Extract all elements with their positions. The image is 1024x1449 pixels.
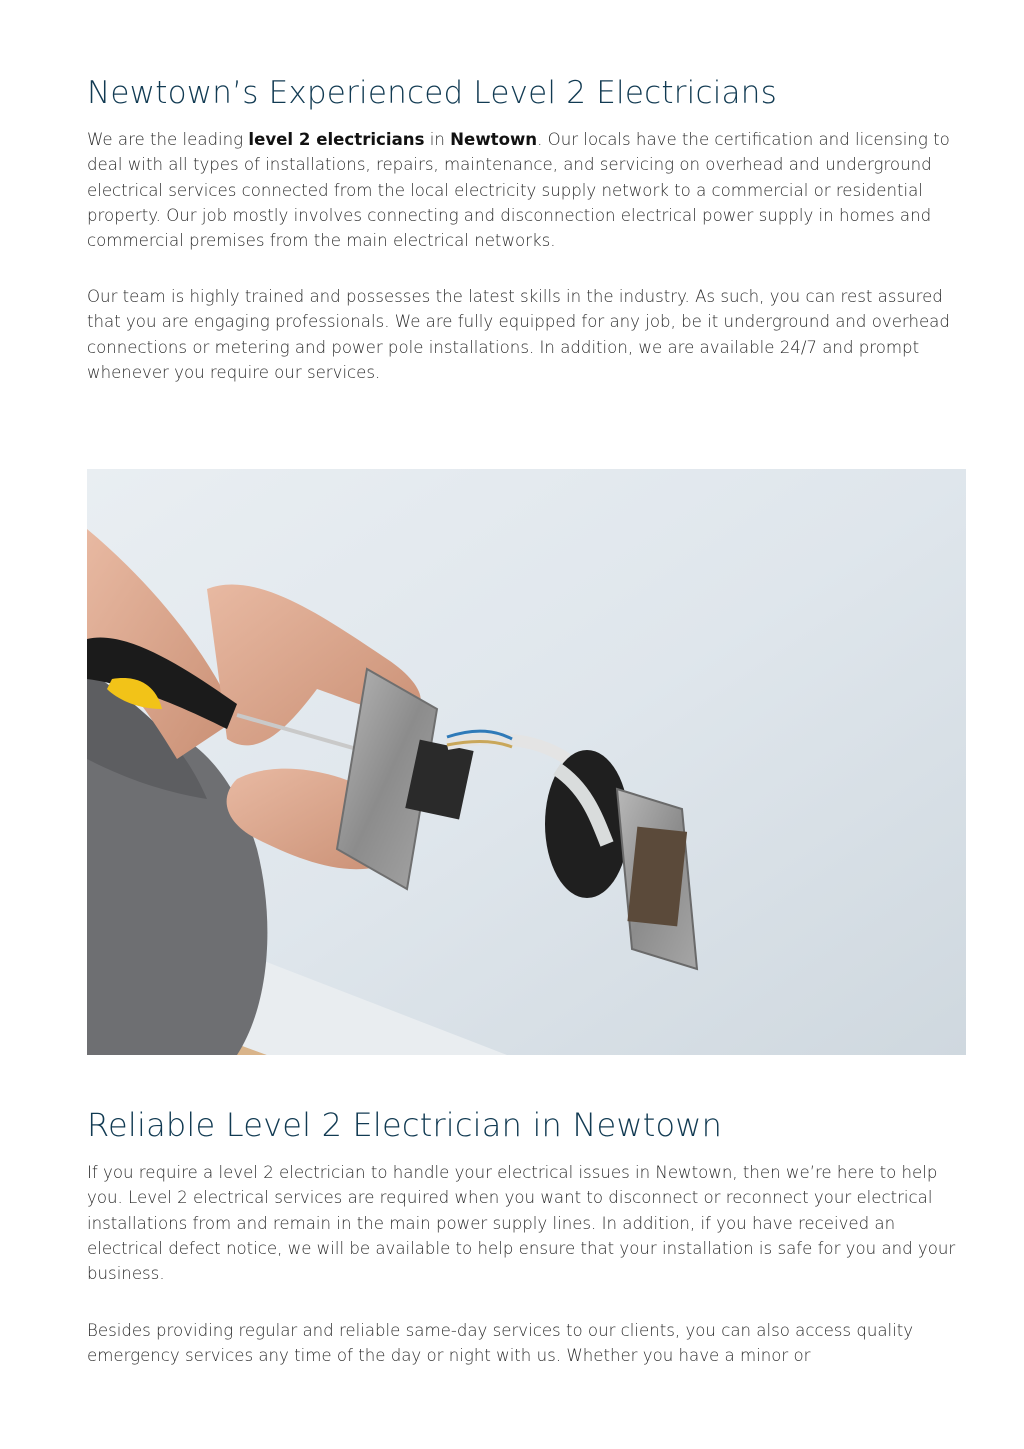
electrician-photo bbox=[87, 469, 966, 1055]
intro-paragraph bbox=[87, 127, 967, 253]
intro-strong-service: level 2 electricians bbox=[248, 130, 425, 149]
emergency-paragraph: Besides providing regular and reliable same-day services to our clients, you can also access quality emergency services any time of the day or night with us. Whether you have a minor or bbox=[87, 1321, 914, 1366]
team-paragraph: Our team is highly trained and possesses the latest skills in the industry. As such, you can rest assured that you are engaging professionals. We are fully equipped for any job, be it underground and overhead connections or metering and power pole installations. In addition, we are available 24/7 and prompt whenever you require our services. bbox=[87, 287, 950, 382]
intro-rest-text: . Our locals have the certification and licensing to deal with all types of installations, repairs, maintenance, and servicing on overhead and underground electrical services connected from the local electricity supply network to a commercial or residential property. Our job mostly involves connecting and disconnection electrical power supply in homes and commercial premises from the main electrical networks. bbox=[87, 130, 950, 251]
reliable-paragraph: If you require a level 2 electrician to handle your electrical issues in Newtown, then we’re here to help you. Level 2 electrical services are required when you want to disconnect or reconnect your electrical installations from and remain in the main power supply lines. In addition, if you have received an electrical defect notice, we will be available to help ensure that your installation is safe for you and your business. bbox=[87, 1163, 956, 1284]
section-heading-reliable: Reliable Level 2 Electrician in Newtown bbox=[87, 1106, 723, 1144]
intro-lead-text: We are the leading bbox=[87, 130, 249, 149]
section-heading-experienced: Newtown’s Experienced Level 2 Electricians bbox=[87, 75, 777, 111]
intro-strong-location: Newtown bbox=[450, 130, 538, 149]
intro-mid-text: in bbox=[424, 130, 451, 149]
